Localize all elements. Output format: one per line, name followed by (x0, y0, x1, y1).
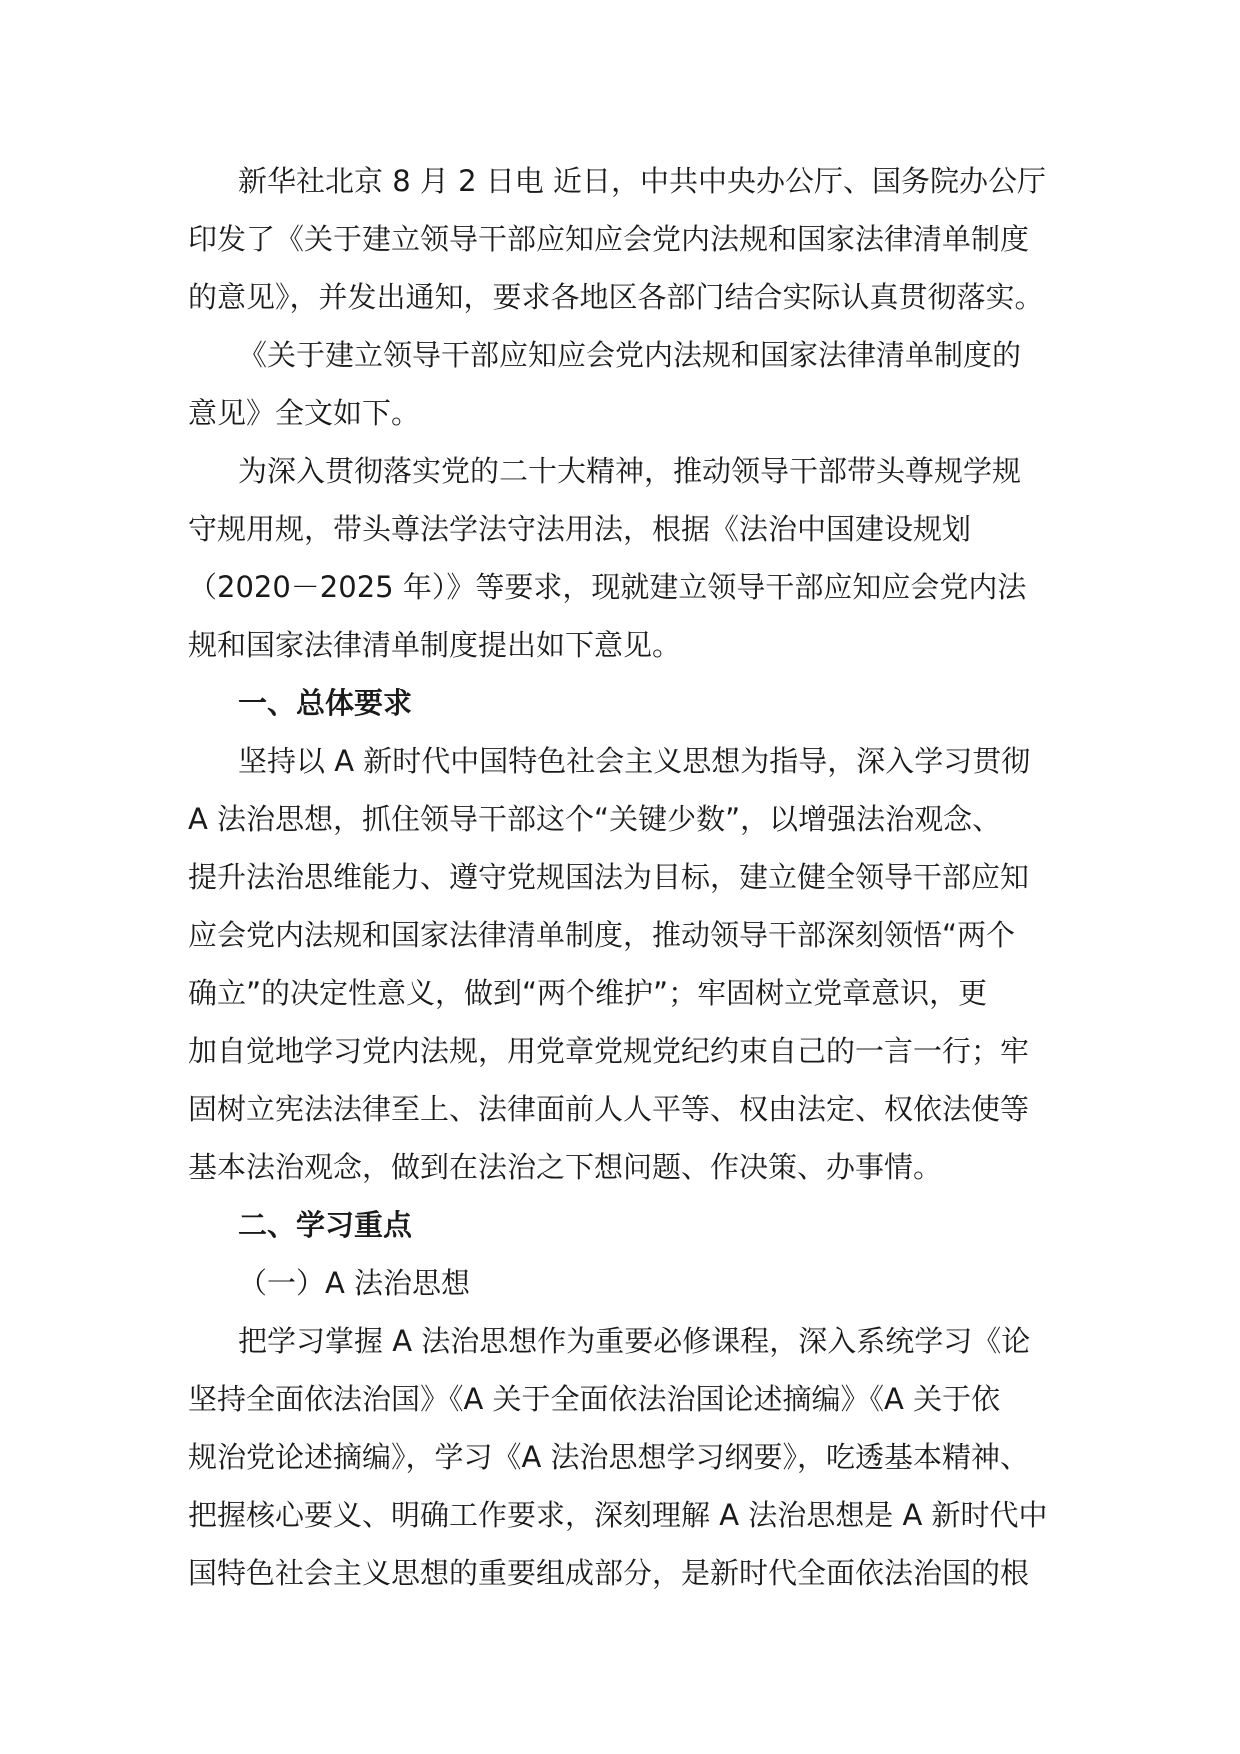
text-line: 固树立宪法法律至上、法律面前人人平等、权由法定、权依法使等 (188, 1092, 1030, 1126)
text-line: A 法治思想，抓住领导干部这个“关键少数”，以增强法治观念、 (188, 802, 1002, 836)
text-line: 提升法治思维能力、遵守党规国法为目标，建立健全领导干部应知 (188, 860, 1030, 894)
text-line: 把学习掌握 A 法治思想作为重要必修课程，深入系统学习《论 (238, 1324, 1031, 1358)
text-line: 规和国家法律清单制度提出如下意见。 (188, 628, 682, 662)
document-body (188, 152, 1068, 1602)
section-heading: 二、学习重点 (238, 1208, 413, 1242)
text-line: （2020－2025 年）》等要求，现就建立领导干部应知应会党内法 (188, 570, 1027, 604)
text-line: 为深入贯彻落实党的二十大精神，推动领导干部带头尊规学规 (238, 454, 1022, 488)
text-line: 印发了《关于建立领导干部应知应会党内法规和国家法律清单制度 (188, 222, 1030, 256)
text-line: 把握核心要义、明确工作要求，深刻理解 A 法治思想是 A 新时代中 (188, 1498, 1048, 1532)
text-line: 意见》全文如下。 (188, 396, 421, 430)
text-line: 的意见》，并发出通知，要求各地区各部门结合实际认真贯彻落实。 (188, 280, 1044, 314)
text-line: 应会党内法规和国家法律清单制度，推动领导干部深刻领悟“两个 (188, 918, 1016, 952)
text-line: 坚持全面依法治国》《A 关于全面依法治国论述摘编》《A 关于依 (188, 1382, 1001, 1416)
text-line: 确立”的决定性意义，做到“两个维护”；牢固树立党章意识，更 (188, 976, 988, 1010)
text-line: （一）A 法治思想 (238, 1266, 471, 1300)
text-line: 规治党论述摘编》，学习《A 法治思想学习纲要》，吃透基本精神、 (188, 1440, 1030, 1474)
text-line: 新华社北京 8 月 2 日电 近日，中共中央办公厅、国务院办公厅 (238, 164, 1046, 198)
section-heading: 一、总体要求 (238, 686, 413, 720)
text-line: 坚持以 A 新时代中国特色社会主义思想为指导，深入学习贯彻 (238, 744, 1031, 778)
text-line: 国特色社会主义思想的重要组成部分，是新时代全面依法治国的根 (188, 1556, 1030, 1590)
text-line: 基本法治观念，做到在法治之下想问题、作决策、办事情。 (188, 1150, 943, 1184)
text-line: 《关于建立领导干部应知应会党内法规和国家法律清单制度的 (238, 338, 1022, 372)
text-line: 加自觉地学习党内法规，用党章党规党纪约束自己的一言一行；牢 (188, 1034, 1030, 1068)
text-line: 守规用规，带头尊法学法守法用法，根据《法治中国建设规划 (188, 512, 972, 546)
